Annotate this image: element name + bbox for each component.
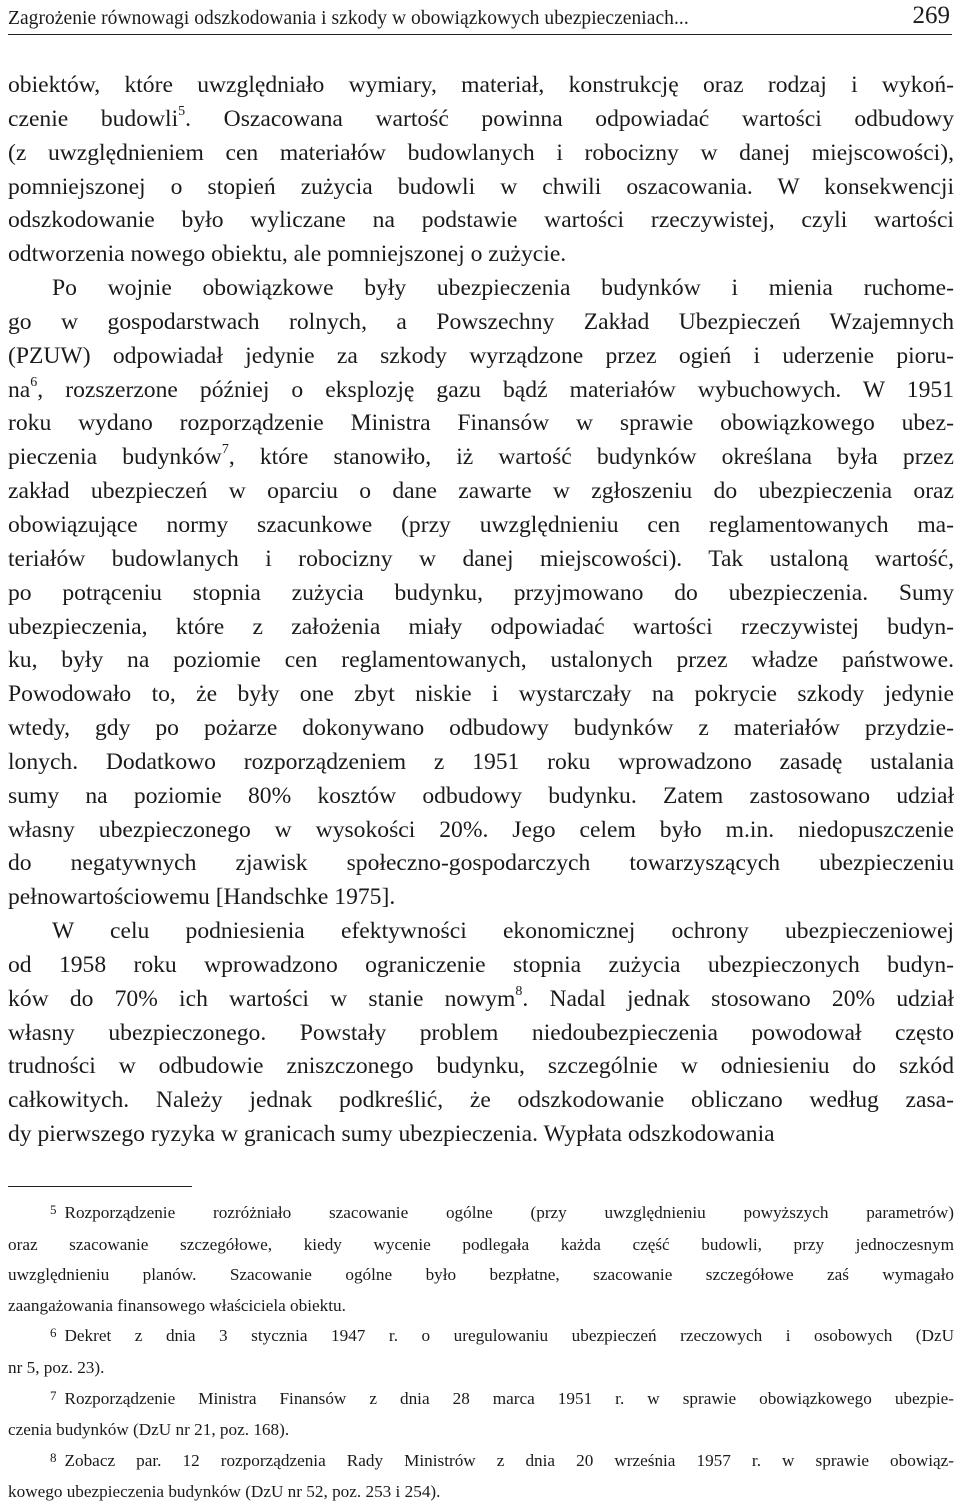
text-line: (PZUW) odpowiadał jedynie za szkody wyrządzone przez ogień i uderzenie pioru-: [8, 342, 954, 369]
text-run: . Nadal jednak stosowano 20% udział: [522, 985, 954, 1012]
text-line: pomniejszonej o stopień zużycia budowli w chwili oszacowania. W konsekwencji: [8, 173, 954, 200]
footnote-number: 6: [50, 1325, 57, 1341]
text-line: Powodowało to, że były one zbyt niskie i wystarczały na pokrycie szkody jedynie: [8, 681, 954, 708]
text-line: [8, 103, 954, 137]
text-line: W celu podniesienia efektywności ekonomicznej ochrony ubezpieczeniowej: [52, 918, 954, 945]
text-run: na: [8, 376, 31, 403]
text-line: trudności w odbudowie zniszczonego budynku, szczególnie w odniesieniu do szkód: [8, 1053, 954, 1080]
footnote-text: Rozporządzenie Ministra Finansów z dnia 28 marca 1951 r. w sprawie obowiązkowego ubezpie-: [64, 1388, 954, 1408]
text-line: ku, były na poziomie cen reglamentowanych, ustalonych przez władze państwowe.: [8, 647, 954, 674]
footnote-line: uwzględnieniu planów. Szacowanie ogólne było bezpłatne, szacowanie szczegółowe zaś wymagało: [8, 1265, 954, 1285]
footnote-line: [8, 1198, 954, 1230]
text-line: (z uwzględnieniem cen materiałów budowlanych i robocizny w danej miejscowości),: [8, 139, 954, 166]
text-run: pieczenia budynków: [8, 444, 222, 471]
text-run: , rozszerzone później o eksplozję gazu bądź materiałów wybuchowych. W 1951: [37, 376, 954, 403]
text-line: pełnowartościowemu [Handschke 1975].: [8, 884, 396, 911]
paragraph-1: [8, 69, 954, 272]
paragraph-3: [8, 915, 954, 1152]
footnote-line: [8, 1384, 954, 1416]
footnote-5: [8, 1198, 954, 1321]
text-run: czenie budowli: [8, 105, 179, 132]
text-line: od 1958 roku wprowadzono ograniczenie stopnia zużycia ubezpieczonych budyn-: [8, 951, 954, 978]
text-line: go w gospodarstwach rolnych, a Powszechny Zakład Ubezpieczeń Wzajemnych: [8, 308, 954, 335]
page-number: 269: [912, 2, 950, 29]
footnote-number: 5: [50, 1202, 57, 1217]
text-line: zakład ubezpieczeń w oparciu o dane zawarte w zgłoszeniu do ubezpieczenia oraz: [8, 478, 954, 505]
text-line: sumy na poziomie 80% kosztów odbudowy budynku. Zatem zastosowano udział: [8, 782, 954, 809]
footnote-line: zaangażowania finansowego właściciela obiektu.: [8, 1295, 346, 1315]
footnote-ref: 6: [30, 374, 38, 390]
footnote-separator: [8, 1186, 192, 1187]
text-line: teriałów budowlanych i robocizny w danej miejscowości). Tak ustaloną wartość,: [8, 545, 954, 572]
text-line: Po wojnie obowiązkowe były ubezpieczenia budynków i mienia ruchome-: [52, 275, 954, 302]
text-line: [8, 441, 954, 475]
text-line: [8, 983, 954, 1017]
text-line: dy pierwszego ryzyka w granicach sumy ubezpieczenia. Wypłata odszkodowania: [8, 1121, 775, 1148]
text-line: po potrąceniu stopnia zużycia budynku, przyjmowano do ubezpieczenia. Sumy: [8, 579, 954, 606]
text-line: odtworzenia nowego obiektu, ale pomniejszonej o zużycie.: [8, 241, 567, 268]
text-line: roku wydano rozporządzenie Ministra Finansów w sprawie obowiązkowego ubez-: [8, 410, 954, 437]
text-line: [8, 374, 954, 408]
text-line: całkowitych. Należy jednak podkreślić, że odszkodowanie obliczano według zasa-: [8, 1087, 954, 1114]
footnote-ref: 5: [178, 103, 186, 119]
text-line: wtedy, gdy po pożarze dokonywano odbudowy budynków z materiałów przydzie-: [8, 715, 954, 742]
body-text: [8, 69, 954, 1152]
text-line: do negatywnych zjawisk społeczno-gospodarczych towarzyszących ubezpieczeniu: [8, 850, 954, 877]
footnote-line: [8, 1446, 954, 1478]
footnote-6: [8, 1321, 954, 1383]
footnote-7: [8, 1384, 954, 1446]
footnote-number: 8: [50, 1449, 57, 1465]
footnote-line: nr 5, poz. 23).: [8, 1357, 105, 1377]
footnote-line: kowego ubezpieczenia budynków (DzU nr 52, poz. 253 i 254).: [8, 1482, 441, 1502]
footnote-text: Zobacz par. 12 rozporządzenia Rady Ministrów z dnia 20 września 1957 r. w sprawie obowiąz-: [64, 1450, 954, 1470]
footnote-number: 7: [50, 1387, 57, 1403]
footnote-line: oraz szacowanie szczegółowe, kiedy wycenie podlegała każda część budowli, przy jednoczesnym: [8, 1234, 954, 1254]
text-line: lonych. Dodatkowo rozporządzeniem z 1951 roku wprowadzono zasadę ustalania: [8, 748, 954, 775]
paragraph-2: [8, 272, 954, 915]
text-run: . Oszacowana wartość powinna odpowiadać wartości odbudowy: [185, 105, 954, 132]
footnote-ref: 7: [221, 442, 229, 458]
text-line: odszkodowanie było wyliczane na podstawie wartości rzeczywistej, czyli wartości: [8, 207, 954, 234]
footnote-ref: 8: [515, 983, 523, 999]
text-line: obowiązujące normy szacunkowe (przy uwzględnieniu cen reglamentowanych ma-: [8, 511, 954, 538]
text-line: obiektów, które uwzględniało wymiary, materiał, konstrukcję oraz rodzaj i wykoń-: [8, 72, 954, 98]
text-line: własny ubezpieczonego w wysokości 20%. Jego celem było m.in. niedopuszczenie: [8, 816, 954, 843]
footnote-text: Rozporządzenie rozróżniało szacowanie ogólne (przy uwzględnieniu powyższych parametrów): [64, 1203, 954, 1222]
text-run: , które stanowiło, iż wartość budynków określana była przez: [228, 444, 954, 471]
running-title: Zagrożenie równowagi odszkodowania i szkody w obowiązkowych ubezpieczeniach...: [8, 8, 689, 29]
text-line: ubezpieczenia, które z założenia miały odpowiadać wartości rzeczywistej budyn-: [8, 613, 954, 640]
footnote-line: czenia budynków (DzU nr 21, poz. 168).: [8, 1420, 290, 1440]
text-run: ków do 70% ich wartości w stanie nowym: [8, 985, 516, 1012]
footnote-text: Dekret z dnia 3 stycznia 1947 r. o uregulowaniu ubezpieczeń rzeczowych i osobowych (DzU: [64, 1326, 954, 1346]
text-line: własny ubezpieczonego. Powstały problem niedoubezpieczenia powodował często: [8, 1019, 954, 1046]
running-header: [8, 2, 952, 35]
footnote-line: [8, 1321, 954, 1353]
footnote-8: [8, 1446, 954, 1508]
footnotes: [8, 1198, 954, 1508]
